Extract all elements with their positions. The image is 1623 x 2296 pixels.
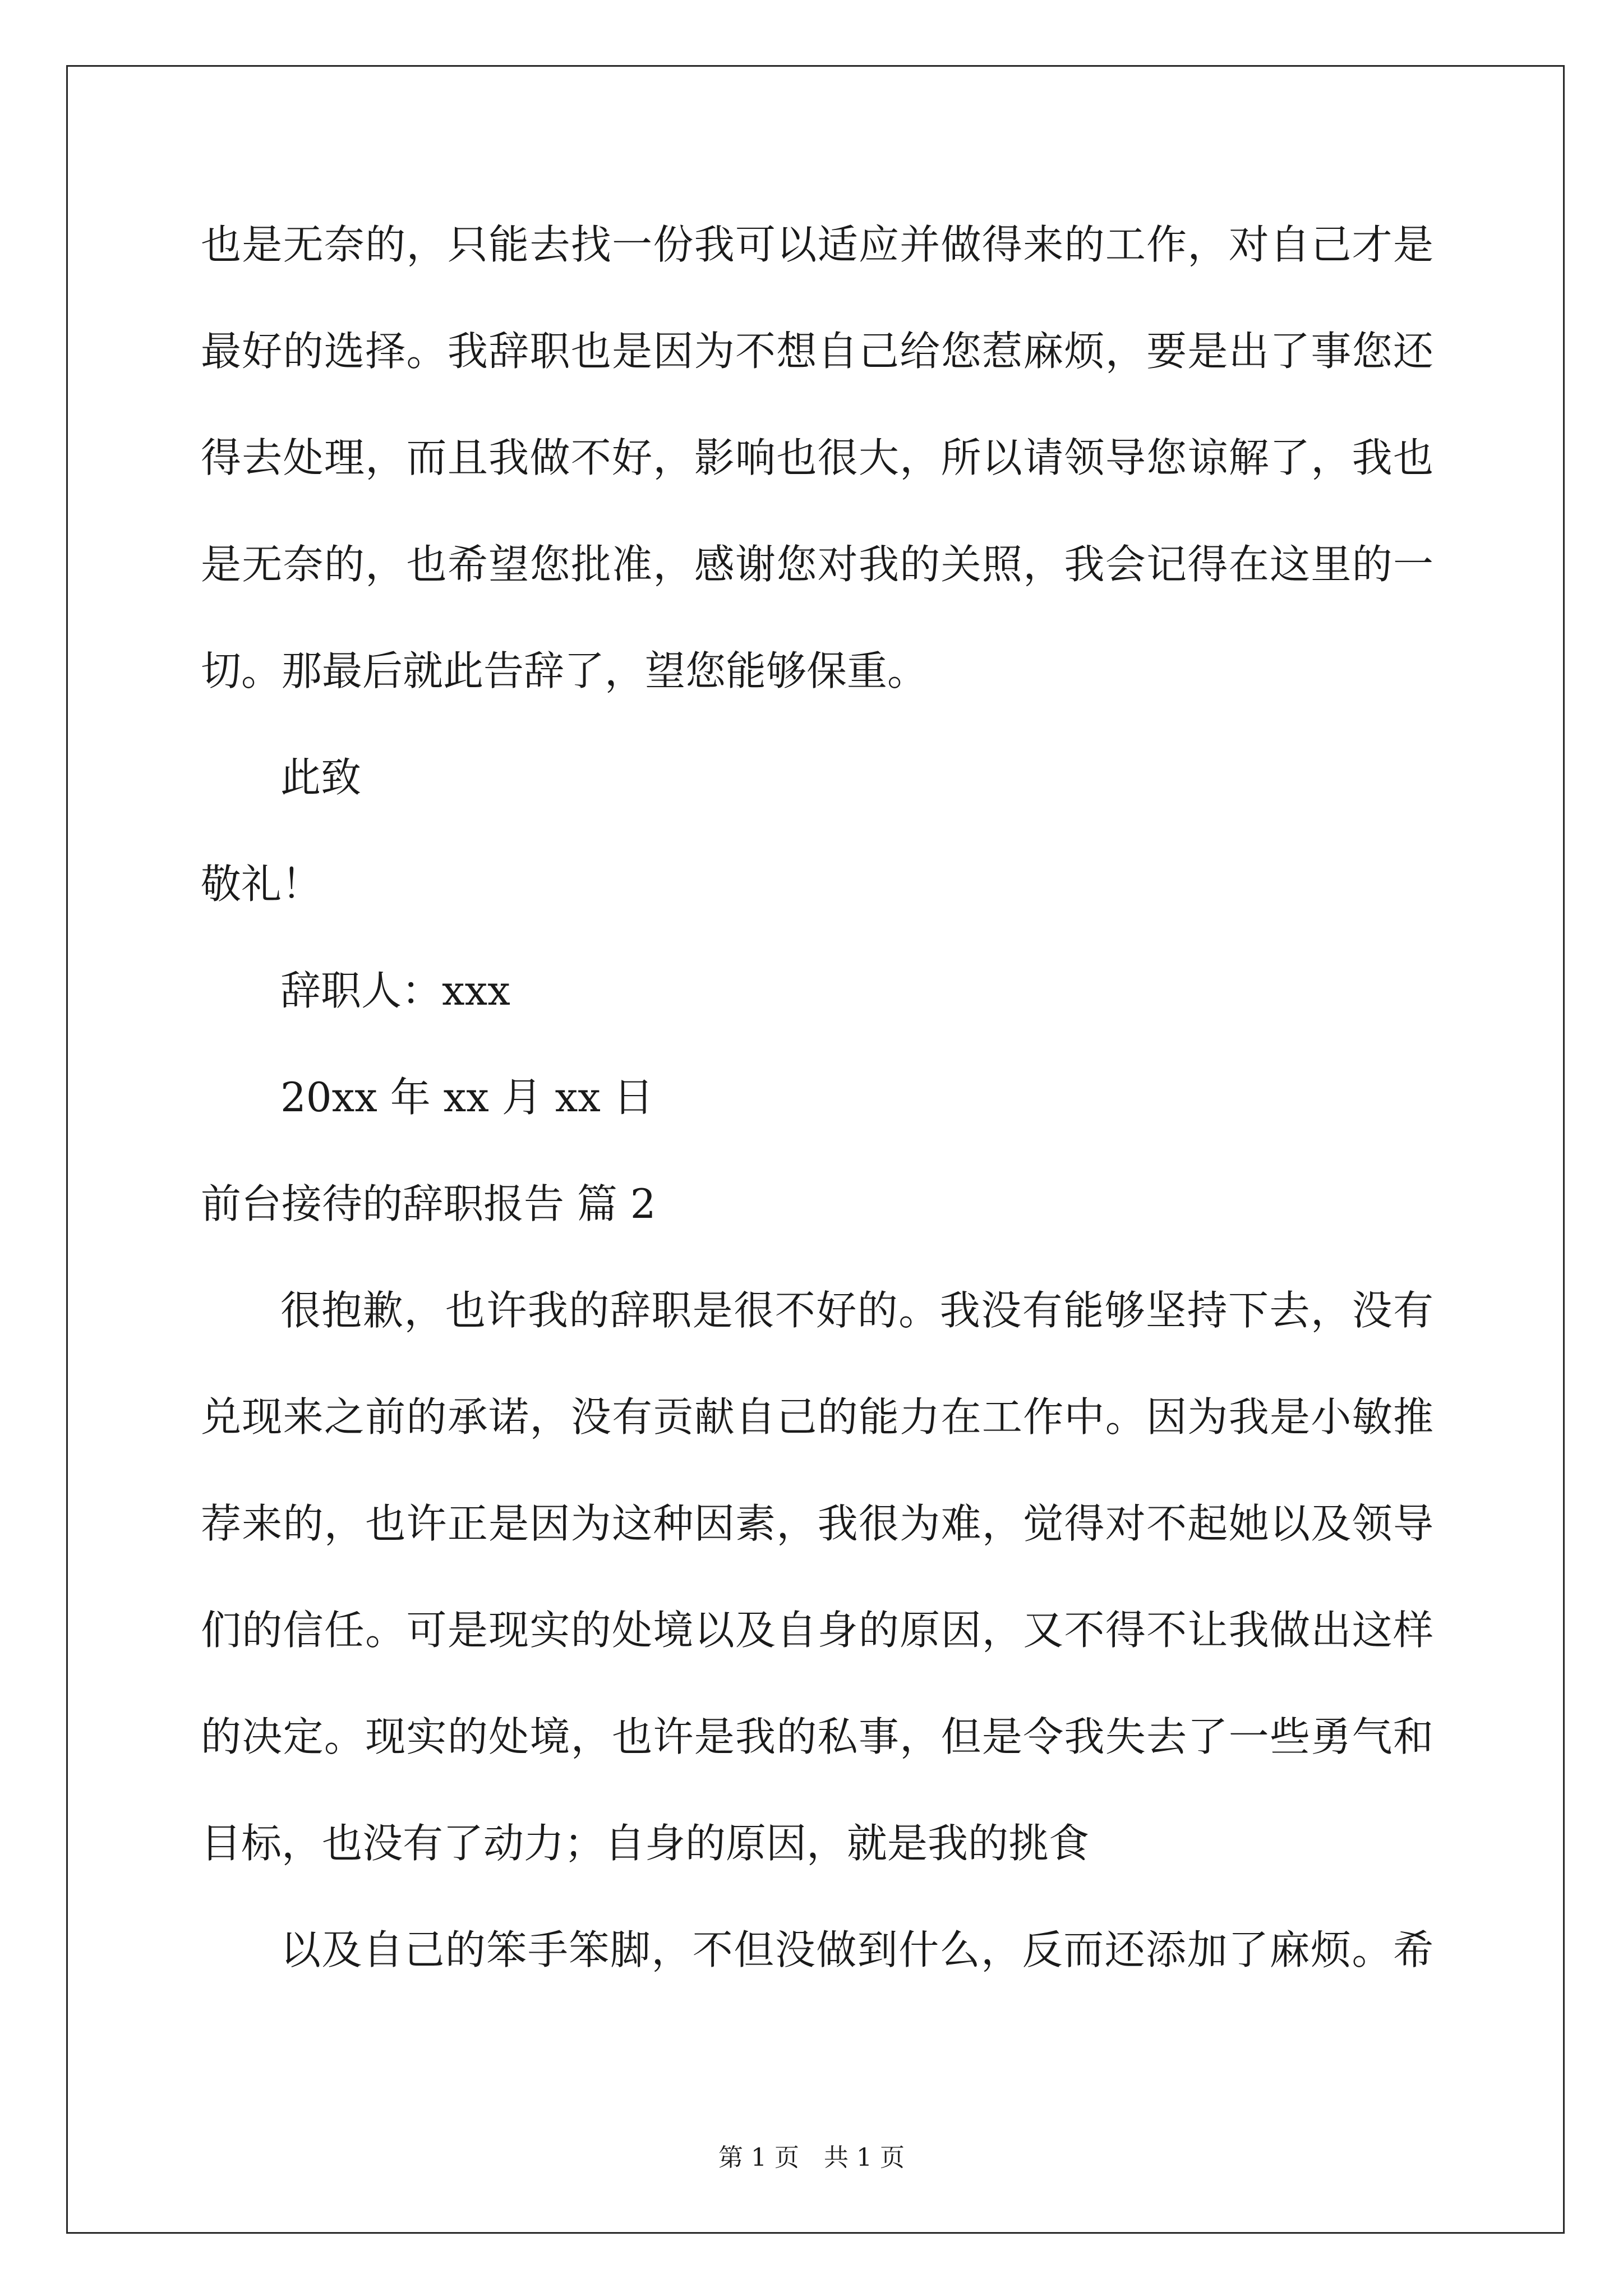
paragraph-line: 的决定。现实的处境，也许是我的私事，但是令我失去了一些勇气和 <box>201 1713 1433 1760</box>
page-border <box>66 65 1565 2234</box>
paragraph-line: 兑现来之前的承诺，没有贡献自己的能力在工作中。因为我是小敏推 <box>201 1393 1433 1441</box>
paragraph-line: 们的信任。可是现实的处境以及自身的原因，又不得不让我做出这样 <box>201 1607 1433 1654</box>
paragraph-line: 以及自己的笨手笨脚，不但没做到什么，反而还添加了麻烦。希 <box>280 1926 1433 1973</box>
paragraph-line: 目标，也没有了动力；自身的原因，就是我的挑食 <box>201 1820 1090 1867</box>
signature-date: 20xx 年 xx 月 xx 日 <box>280 1074 654 1121</box>
signature-name: 辞职人：xxx <box>280 967 510 1014</box>
paragraph-line: 很抱歉，也许我的辞职是很不好的。我没有能够坚持下去，没有 <box>280 1287 1433 1334</box>
section-heading: 前台接待的辞职报告 篇 2 <box>201 1180 656 1227</box>
paragraph-line: 是无奈的，也希望您批准，感谢您对我的关照，我会记得在这里的一 <box>201 541 1433 588</box>
paragraph-line: 荐来的，也许正是因为这种因素，我很为难，觉得对不起她以及领导 <box>201 1500 1433 1547</box>
paragraph-line: 也是无奈的，只能去找一份我可以适应并做得来的工作，对自己才是 <box>201 221 1433 268</box>
page-number: 第 1 页 共 1 页 <box>718 2143 905 2172</box>
paragraph-line: 最好的选择。我辞职也是因为不想自己给您惹麻烦，要是出了事您还 <box>201 328 1433 375</box>
paragraph-line: 得去处理，而且我做不好，影响也很大，所以请领导您谅解了，我也 <box>201 434 1433 481</box>
closing-salutation: 此致 <box>280 754 362 801</box>
paragraph-line: 切。那最后就此告辞了，望您能够保重。 <box>201 647 928 694</box>
closing-regards: 敬礼！ <box>201 861 322 908</box>
